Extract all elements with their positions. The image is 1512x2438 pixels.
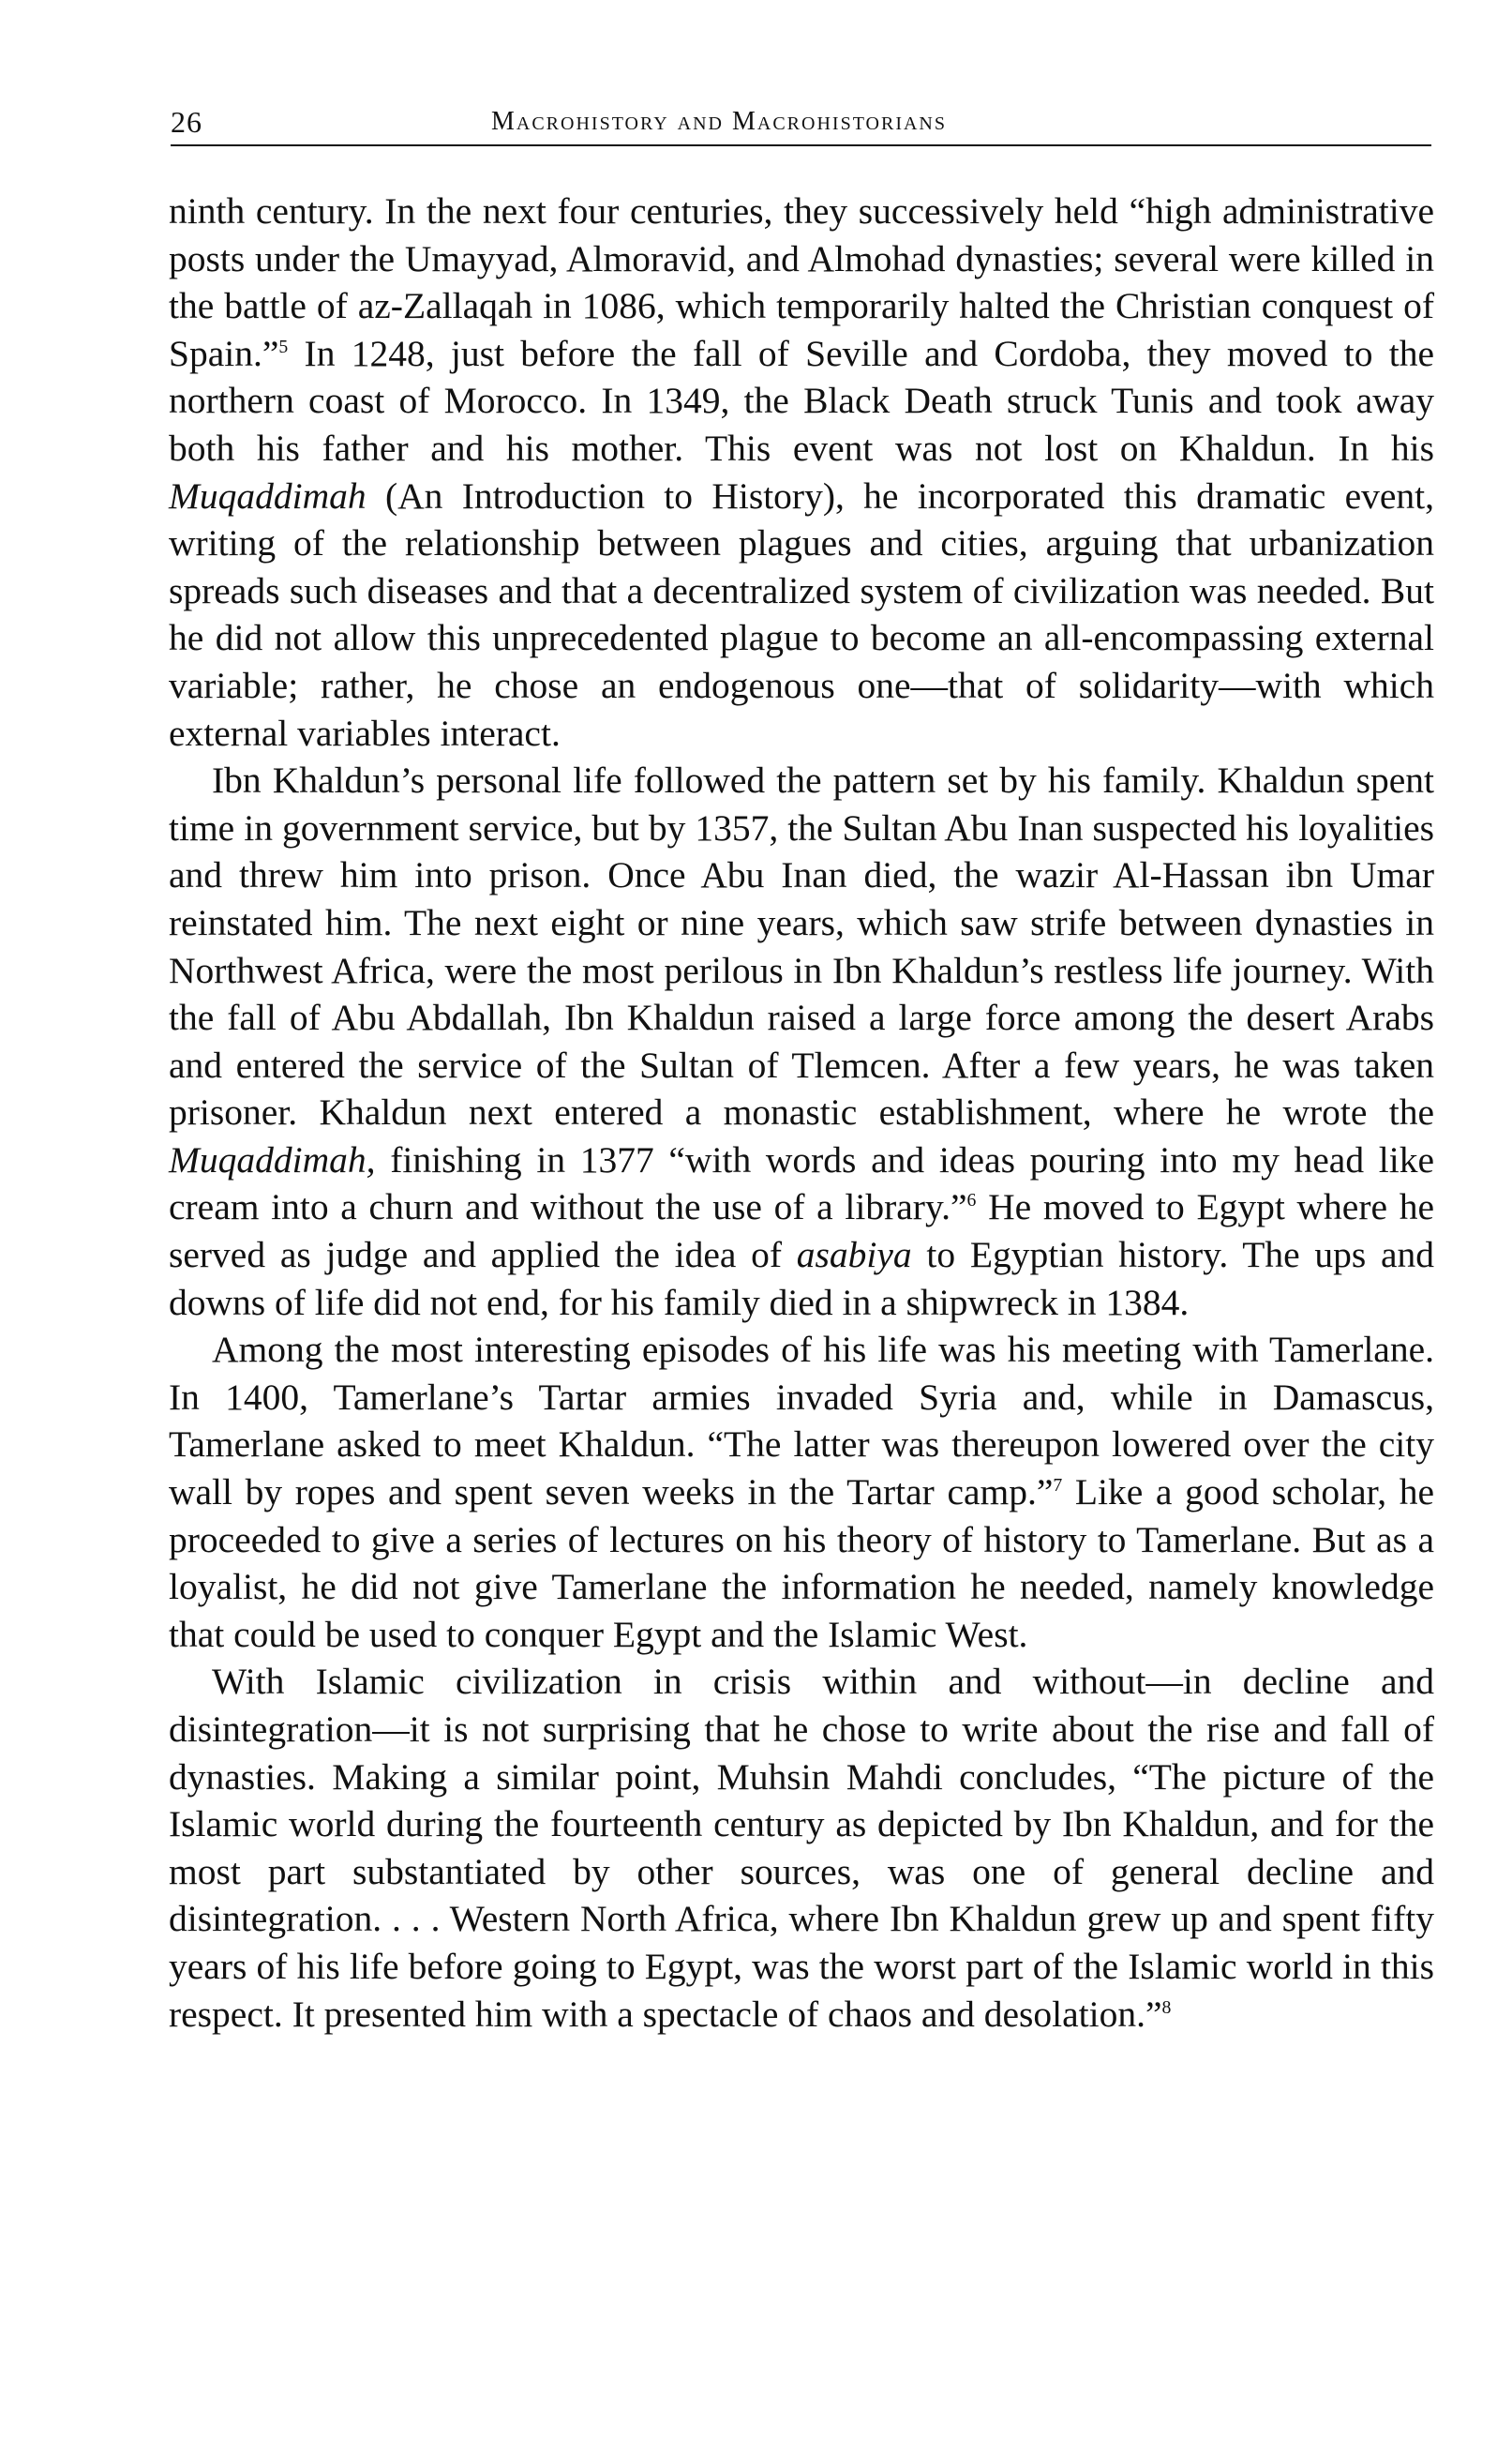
text-run: ninth century. In the next four centuries, they successively held “high administrative posts under the Umayyad, Almoravid, and Almohad dynasties; several were killed in the battle of az-Zallaqah in 1086, which temporarily halted the Christian conquest of Spain.” [169,190,1434,374]
text-run: Among the most interesting episodes of his life was his meeting with Tamerlane. In 1400, Tamerlane’s Tartar armies invaded Syria and, while in Damascus, Tamerlane asked to meet Khaldun. “The latter was thereupon lowered over the city wall by ropes and spent seven weeks in the Tartar camp.” [169,1329,1434,1513]
paragraph-4 [169,1658,1434,2038]
paragraph-2 [169,757,1434,1326]
page-number: 26 [171,105,202,139]
text-run: Ibn Khaldun’s personal life followed the pattern set by his family. Khaldun spent time in government service, but by 1357, the Sultan Abu Inan suspected his loyalities and threw him into prison. Once Abu Inan died, the wazir Al-Hassan ibn Umar reinstated him. The next eight or nine years, which saw strife between dynasties in Northwest Africa, were the most perilous in Ibn Khaldun’s restless life journey. With the fall of Abu Abdallah, Ibn Khaldun raised a large force among the desert Arabs and entered the service of the Sultan of Tlemcen. After a few years, he was taken prisoner. Khaldun next entered a monastic establishment, where he wrote the [169,760,1434,1134]
text-run: to Egyptian history. The ups and downs of life did not end, for his family died in a shipwreck in 1384. [169,1234,1435,1323]
footnote-marker: 6 [966,1190,977,1211]
text-run: finishing in 1377 “with words and ideas pouring into my head like cream into a churn and without the use of a library.” [169,1138,1434,1228]
body-text [169,188,1434,2038]
text-run: He moved to Egypt where he served as judge and applied the idea of [169,1186,1434,1276]
italic-term: Muqaddimah, [169,1138,376,1181]
italic-term: asabiya [796,1234,912,1276]
running-title: Macrohistory and Macrohistorians [491,107,947,136]
text-run: In 1248, just before the fall of Seville and Cordoba, they moved to the northern coast of Morocco. In 1349, the Black Death struck Tunis and took away both his father and his mother. This event was not lost on Khaldun. In his [169,332,1434,469]
italic-term: Muqaddimah [169,474,367,517]
running-head [171,101,1431,146]
text-run: (An Introduction to History), he incorporated this dramatic event, writing of the relationship between plagues and cities, arguing that urbanization spreads such diseases and that a decentralized system of civilization was needed. But he did not allow this unprecedented plague to become an all-encompassing external variable; rather, he chose an endogenous one—that of solidarity—with which external variables interact. [169,474,1434,754]
footnote-marker: 8 [1161,1996,1172,2018]
paragraph-3 [169,1326,1434,1658]
footnote-marker: 5 [278,336,289,357]
paragraph-1 [169,188,1434,757]
text-run: Like a good scholar, he proceeded to give a series of lectures on his theory of history to Tamerlane. But as a loyalist, he did not give Tamerlane the information he needed, namely knowledge that could be used to conquer Egypt and the Islamic West. [169,1471,1434,1655]
text-run: With Islamic civilization in crisis within and without—in decline and disintegration—it is not surprising that he chose to write about the rise and fall of dynasties. Making a similar point, Muhsin Mahdi concludes, “The picture of the Islamic world during the fourteenth century as depicted by Ibn Khaldun, and for the most part substantiated by other sources, was one of general decline and disintegration. . . . Western North Africa, where Ibn Khaldun grew up and spent fifty years of his life before going to Egypt, was the worst part of the Islamic world in this respect. It presented him with a spectacle of chaos and desolation.” [169,1661,1434,2035]
footnote-marker: 7 [1053,1474,1063,1496]
